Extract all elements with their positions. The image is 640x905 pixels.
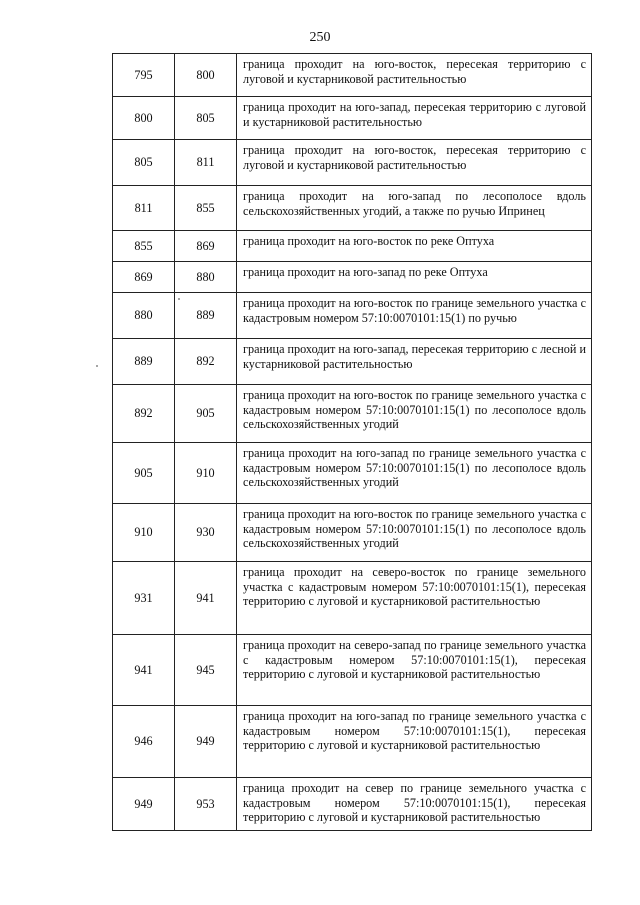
point-to: 869 (175, 231, 237, 262)
table-body (113, 54, 592, 831)
table-row (113, 443, 592, 504)
boundary-description: граница проходит на юго-запад по лесополосе вдоль сельскохозяйственных угодий, а также по ручью Ипринец (237, 186, 592, 231)
table-row (113, 504, 592, 562)
boundary-table (112, 53, 592, 831)
point-from: 892 (113, 385, 175, 443)
table-row (113, 186, 592, 231)
boundary-description: граница проходит на юго-восток по реке Оптуха (237, 231, 592, 262)
scan-speck (96, 365, 98, 367)
boundary-description: граница проходит на северо-восток по границе земельного участка с кадастровым номером 57:10:0070101:15(1), пересекая территорию с луговой и кустарниковой растительностью (237, 562, 592, 635)
table-row (113, 562, 592, 635)
point-from: 869 (113, 262, 175, 293)
point-from: 880 (113, 293, 175, 339)
point-from: 941 (113, 635, 175, 706)
page-number: 250 (309, 30, 331, 45)
point-to: 941 (175, 562, 237, 635)
boundary-description: граница проходит на юго-запад по границе земельного участка с кадастровым номером 57:10:0070101:15(1) по лесополосе вдоль сельскохозяйственных угодий (237, 443, 592, 504)
point-from: 795 (113, 54, 175, 97)
table-row (113, 778, 592, 831)
table-row (113, 262, 592, 293)
point-to: 855 (175, 186, 237, 231)
table-row (113, 339, 592, 385)
point-to: 800 (175, 54, 237, 97)
point-from: 905 (113, 443, 175, 504)
boundary-description: граница проходит на юго-восток, пересекая территорию с луговой и кустарниковой растительностью (237, 140, 592, 186)
point-from: 800 (113, 97, 175, 140)
point-to: 905 (175, 385, 237, 443)
point-from: 889 (113, 339, 175, 385)
table-row (113, 635, 592, 706)
boundary-description: граница проходит на юго-запад, пересекая территорию с луговой и кустарниковой растительностью (237, 97, 592, 140)
boundary-description: граница проходит на юго-восток по границе земельного участка с кадастровым номером 57:10:0070101:15(1) по лесополосе вдоль сельскохозяйственных угодий (237, 504, 592, 562)
point-to: 945 (175, 635, 237, 706)
point-from: 855 (113, 231, 175, 262)
point-to: 889 (175, 293, 237, 339)
table-row (113, 54, 592, 97)
table-row (113, 385, 592, 443)
table-row (113, 293, 592, 339)
boundary-description: граница проходит на северо-запад по границе земельного участка с кадастровым номером 57:10:0070101:15(1), пересекая территорию с луговой и кустарниковой растительностью (237, 635, 592, 706)
point-to: 811 (175, 140, 237, 186)
table-row (113, 231, 592, 262)
boundary-description: граница проходит на юго-запад по реке Оптуха (237, 262, 592, 293)
point-to: 892 (175, 339, 237, 385)
scan-speck (178, 298, 180, 300)
table-row (113, 97, 592, 140)
point-from: 805 (113, 140, 175, 186)
point-to: 910 (175, 443, 237, 504)
point-to: 949 (175, 706, 237, 778)
point-to: 953 (175, 778, 237, 831)
table-row (113, 140, 592, 186)
boundary-description: граница проходит на юго-восток по границе земельного участка с кадастровым номером 57:10:0070101:15(1) по лесополосе вдоль сельскохозяйственных угодий (237, 385, 592, 443)
point-to: 805 (175, 97, 237, 140)
point-to: 930 (175, 504, 237, 562)
boundary-description: граница проходит на север по границе земельного участка с кадастровым номером 57:10:0070101:15(1), пересекая территорию с луговой и кустарниковой растительностью (237, 778, 592, 831)
point-to: 880 (175, 262, 237, 293)
point-from: 931 (113, 562, 175, 635)
point-from: 811 (113, 186, 175, 231)
point-from: 949 (113, 778, 175, 831)
point-from: 910 (113, 504, 175, 562)
table-row (113, 706, 592, 778)
boundary-description: граница проходит на юго-запад, пересекая территорию с лесной и кустарниковой растительностью (237, 339, 592, 385)
boundary-description: граница проходит на юго-запад по границе земельного участка с кадастровым номером 57:10:0070101:15(1), пересекая территорию с луговой и кустарниковой растительностью (237, 706, 592, 778)
boundary-description: граница проходит на юго-восток, пересекая территорию с луговой и кустарниковой растительностью (237, 54, 592, 97)
boundary-description: граница проходит на юго-восток по границе земельного участка с кадастровым номером 57:10:0070101:15(1) по ручью (237, 293, 592, 339)
point-from: 946 (113, 706, 175, 778)
